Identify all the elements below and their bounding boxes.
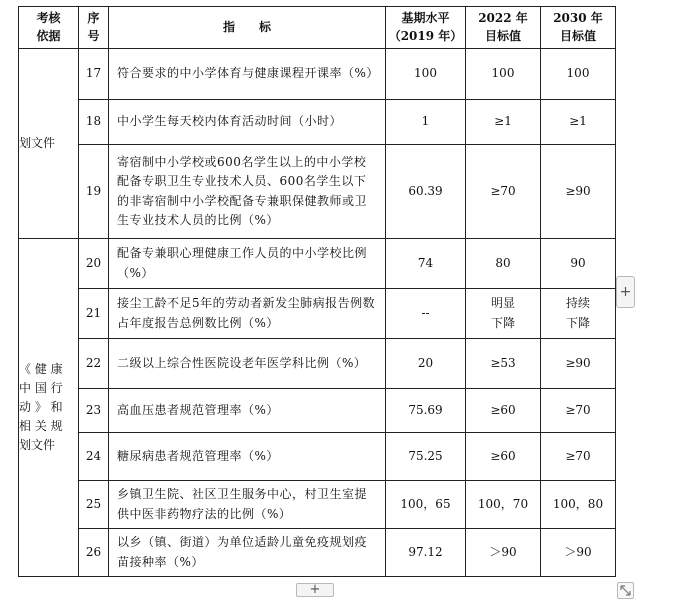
add-column-button[interactable]: +: [616, 276, 635, 308]
row-baseline: 60.39: [386, 145, 466, 239]
row-indicator: 二级以上综合性医院设老年医学科比例（%）: [109, 339, 386, 389]
row-baseline: 97.12: [386, 529, 466, 577]
row-indicator: 乡镇卫生院、社区卫生服务中心，村卫生室提供中医非药物疗法的比例（%）: [109, 481, 386, 529]
header-target-2022: 2022 年 目标值: [466, 7, 541, 49]
indicator-table: [18, 6, 616, 577]
row-baseline: 75.25: [386, 433, 466, 481]
table-row: [19, 145, 616, 239]
row-num: 25: [79, 481, 109, 529]
row-indicator: 接尘工龄不足5年的劳动者新发尘肺病报告例数占年度报告总例数比例（%）: [109, 289, 386, 339]
row-target-2030: 持续 下降: [541, 289, 616, 339]
header-num: 序 号: [79, 7, 109, 49]
row-target-2022: ≥53: [466, 339, 541, 389]
row-target-2022: ≥60: [466, 433, 541, 481]
row-target-2030: 100，80: [541, 481, 616, 529]
row-num: 22: [79, 339, 109, 389]
table-row: [19, 239, 616, 289]
table-row: [19, 49, 616, 100]
row-baseline: 100，65: [386, 481, 466, 529]
table-row: [19, 100, 616, 145]
row-baseline: --: [386, 289, 466, 339]
row-num: 26: [79, 529, 109, 577]
table-row: [19, 339, 616, 389]
row-target-2022: 100，70: [466, 481, 541, 529]
row-target-2022: 100: [466, 49, 541, 100]
table-row: [19, 481, 616, 529]
row-target-2030: 100: [541, 49, 616, 100]
row-num: 17: [79, 49, 109, 100]
row-baseline: 20: [386, 339, 466, 389]
row-target-2030: ≥90: [541, 145, 616, 239]
row-target-2030: ≥70: [541, 433, 616, 481]
row-target-2022: 明显 下降: [466, 289, 541, 339]
basis-cell: 划文件: [19, 49, 79, 239]
resize-diagonal-icon[interactable]: [617, 582, 634, 599]
table-row: [19, 529, 616, 577]
row-baseline: 100: [386, 49, 466, 100]
table-row: [19, 289, 616, 339]
row-indicator: 符合要求的中小学体育与健康课程开课率（%）: [109, 49, 386, 100]
row-target-2030: ≥70: [541, 389, 616, 433]
row-baseline: 1: [386, 100, 466, 145]
row-target-2022: ＞90: [466, 529, 541, 577]
row-indicator: 高血压患者规范管理率（%）: [109, 389, 386, 433]
table-row: [19, 433, 616, 481]
row-target-2022: ≥1: [466, 100, 541, 145]
row-num: 23: [79, 389, 109, 433]
row-num: 24: [79, 433, 109, 481]
row-target-2022: ≥60: [466, 389, 541, 433]
row-baseline: 74: [386, 239, 466, 289]
row-num: 18: [79, 100, 109, 145]
header-target-2030: 2030 年 目标值: [541, 7, 616, 49]
table-row: [19, 389, 616, 433]
row-target-2022: 80: [466, 239, 541, 289]
row-indicator: 以乡（镇、街道）为单位适龄儿童免疫规划疫苗接种率（%）: [109, 529, 386, 577]
header-basis: 考核 依据: [19, 7, 79, 49]
header-indicator: 指 标: [109, 7, 386, 49]
row-target-2030: 90: [541, 239, 616, 289]
header-baseline: 基期水平 （2019 年）: [386, 7, 466, 49]
row-target-2030: ≥1: [541, 100, 616, 145]
row-indicator: 中小学生每天校内体育活动时间（小时）: [109, 100, 386, 145]
basis-cell: 《 健 康 中 国 行 动 》 和 相 关 规 划文件: [19, 239, 79, 577]
row-indicator: 糖尿病患者规范管理率（%）: [109, 433, 386, 481]
row-num: 20: [79, 239, 109, 289]
row-num: 21: [79, 289, 109, 339]
row-num: 19: [79, 145, 109, 239]
row-target-2030: ＞90: [541, 529, 616, 577]
row-target-2022: ≥70: [466, 145, 541, 239]
row-target-2030: ≥90: [541, 339, 616, 389]
header-row: [19, 7, 616, 49]
row-baseline: 75.69: [386, 389, 466, 433]
row-indicator: 配备专兼职心理健康工作人员的中小学校比例（%）: [109, 239, 386, 289]
row-indicator: 寄宿制中小学校或600名学生以上的中小学校配备专职卫生专业技术人员、600名学生以下的非寄宿制中小学校配备专兼职保健教师或卫生专业技术人员的比例（%）: [109, 145, 386, 239]
add-row-button[interactable]: +: [296, 583, 334, 597]
